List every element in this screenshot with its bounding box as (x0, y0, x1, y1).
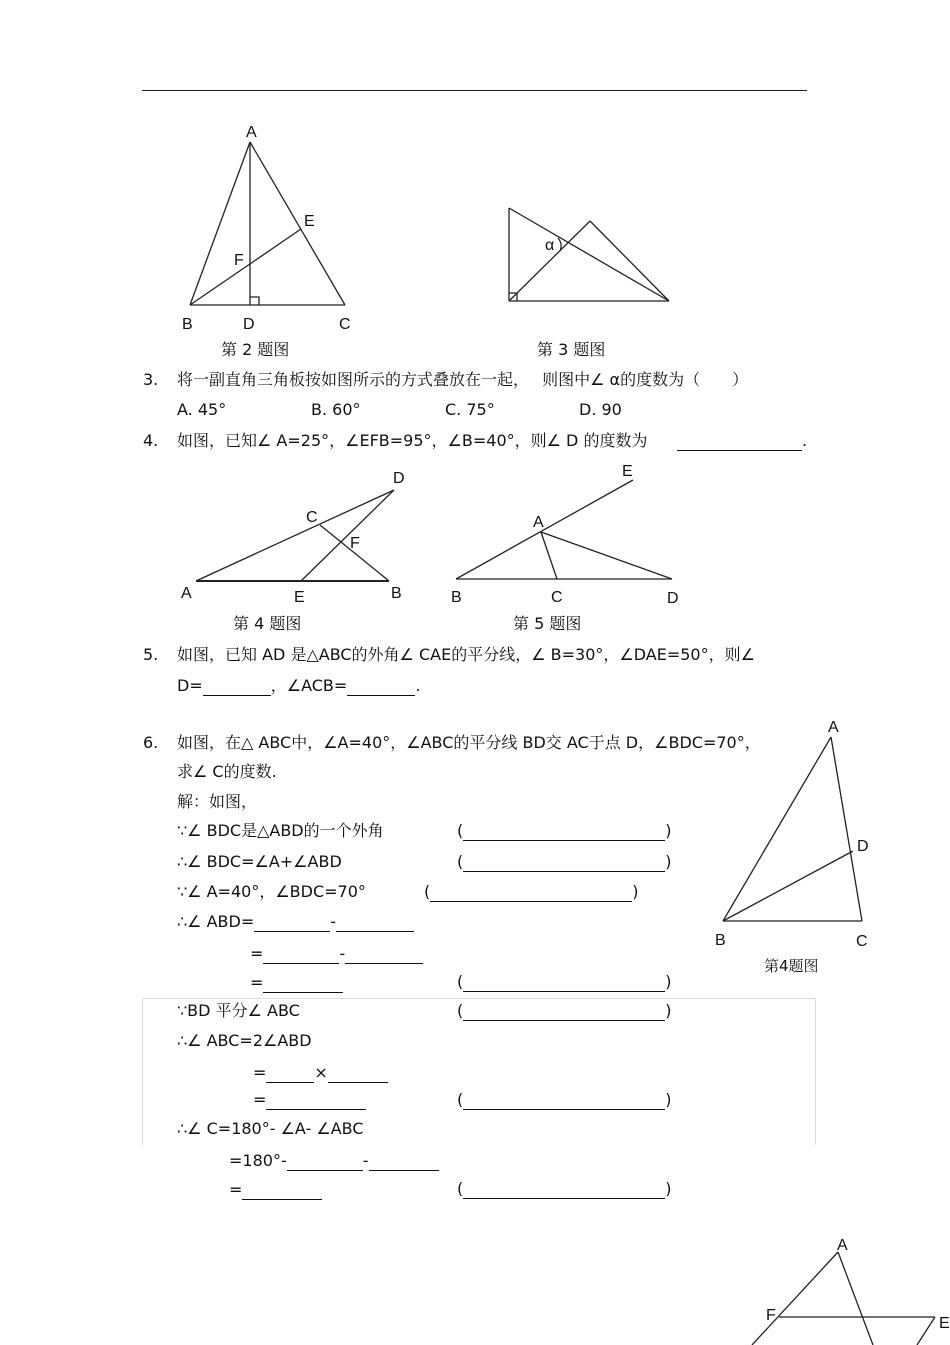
q5-line1: 如图，已知 AD 是△ABC的外角∠ CAE的平分线，∠ B=30°，∠DAE=50°，则∠ (177, 645, 755, 664)
q6-step-13: = (229, 1180, 322, 1200)
q6-line2: 求∠ C的度数. (177, 762, 277, 781)
fig5-label-c: C (551, 589, 563, 606)
fig5-label-b: B (451, 589, 462, 606)
fig2-label-e: E (304, 213, 315, 230)
reason-blank-2[interactable]: ( ) (457, 852, 672, 871)
fig5-label-a: A (533, 514, 544, 531)
reason-blank-4[interactable]: ( ) (457, 972, 672, 991)
q6-step-4: ∴∠ ABD= - (177, 912, 414, 932)
q6-step-11: ∴∠ C=180°- ∠A- ∠ABC (177, 1119, 364, 1138)
fig4-label-a: A (181, 585, 192, 602)
fig4-label-f: F (350, 535, 360, 552)
q3-option-c: C. 75° (445, 400, 495, 419)
fig2-label-d: D (243, 316, 255, 333)
fig4-caption: 第 4 题图 (233, 614, 302, 633)
figure-2 (190, 142, 345, 305)
fig4-label-e: E (294, 589, 305, 606)
fig4-label-c: C (306, 509, 318, 526)
fig5-caption: 第 5 题图 (513, 614, 582, 633)
q3-option-a: A. 45° (177, 400, 227, 419)
q6-step-3: ∵∠ A=40°，∠BDC=70° (177, 882, 366, 901)
q6-step-1: ∵∠ BDC是△ABD的一个外角 (177, 821, 384, 840)
q5-blank-acb[interactable] (347, 679, 415, 696)
reason-blank-7[interactable]: ( ) (457, 1179, 672, 1198)
fig2-label-b: B (182, 316, 193, 333)
fig2-label-a: A (246, 124, 257, 141)
fig3-caption: 第 3 题图 (537, 340, 606, 359)
reason-blank-5[interactable]: ( ) (457, 1001, 672, 1020)
reason-blank-3[interactable]: ( ) (424, 882, 639, 901)
q6-step-0: 解：如图， (177, 792, 258, 811)
fig6-label-d: D (857, 838, 869, 855)
fig7-label-e: E (939, 1315, 950, 1332)
fig6-label-a: A (828, 719, 839, 736)
fig6-label-b: B (715, 932, 726, 949)
q4-number: 4. (143, 431, 159, 450)
q6-step-8: ∴∠ ABC=2∠ABD (177, 1031, 312, 1050)
figure-7 (752, 1252, 935, 1345)
q6-number: 6. (143, 733, 159, 752)
q6-step-9: = × (253, 1063, 388, 1083)
q6-step-10: = (253, 1090, 366, 1110)
fig5-label-d: D (667, 590, 679, 607)
q6-step-6: = (250, 973, 343, 993)
q6-step-5: = - (250, 944, 423, 964)
q3-number: 3. (143, 370, 159, 389)
fig6-label-c: C (856, 933, 868, 950)
fig4-label-d: D (393, 470, 405, 487)
fig2-caption: 第 2 题图 (221, 340, 290, 359)
fig2-label-c: C (339, 316, 351, 333)
fig3-label-alpha: α (545, 237, 555, 254)
q6-step-2: ∴∠ BDC=∠A+∠ABD (177, 852, 342, 871)
q6-step-7: ∵BD 平分∠ ABC (177, 1001, 300, 1020)
q6-step-12: =180°- - (229, 1151, 439, 1171)
fig4-label-b: B (391, 585, 402, 602)
figure-5 (456, 480, 672, 579)
q4-text: 如图，已知∠ A=25°，∠EFB=95°，∠B=40°，则∠ D 的度数为 (177, 431, 648, 450)
q4-answer-line[interactable]: . (677, 431, 807, 451)
fig7-label-f: F (766, 1307, 776, 1324)
q5-line2: D= ，∠ACB= . (177, 676, 421, 695)
fig6-caption: 第4题图 (764, 957, 819, 975)
q6-line1: 如图，在△ ABC中，∠A=40°，∠ABC的平分线 BD交 AC于点 D，∠BDC=70°， (177, 733, 761, 752)
q3-text: 将一副直角三角板按如图所示的方式叠放在一起， 则图中∠ α的度数为（ ） (177, 370, 749, 389)
fig2-label-f: F (234, 252, 244, 269)
figure-3 (509, 208, 669, 301)
fig5-label-e: E (622, 463, 633, 480)
q3-option-b: B. 60° (311, 400, 361, 419)
figure-6 (723, 737, 862, 921)
figure-4 (196, 490, 394, 581)
q5-number: 5. (143, 645, 159, 664)
reason-blank-1[interactable]: ( ) (457, 821, 672, 840)
q5-blank-d[interactable] (203, 679, 271, 696)
fig7-label-a: A (837, 1237, 848, 1254)
reason-blank-6[interactable]: ( ) (457, 1090, 672, 1109)
q3-option-d: D. 90 (579, 400, 622, 419)
